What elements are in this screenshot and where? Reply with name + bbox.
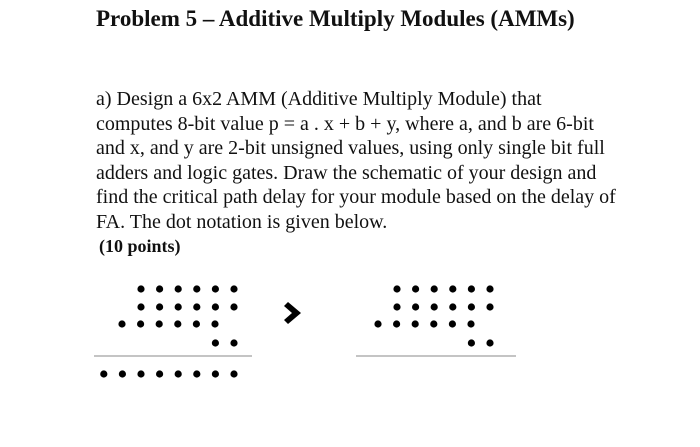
dot	[156, 320, 163, 327]
right-dot-notation	[374, 285, 493, 346]
dot	[230, 303, 237, 310]
dot-row-row-2	[393, 303, 493, 310]
dot	[449, 285, 456, 292]
dot	[393, 320, 400, 327]
dot	[212, 370, 219, 377]
dot-row-result	[100, 370, 237, 377]
dot	[175, 303, 182, 310]
dot	[412, 285, 419, 292]
dot	[118, 320, 125, 327]
dot-row-row-4	[212, 339, 238, 346]
dot	[374, 320, 381, 327]
dot	[486, 339, 493, 346]
dot-row-row-1	[393, 285, 493, 292]
dot	[468, 339, 475, 346]
dot	[486, 303, 493, 310]
dot	[431, 303, 438, 310]
dot	[468, 303, 475, 310]
dot	[212, 303, 219, 310]
problem-title: Problem 5 – Additive Multiply Modules (AMMs)	[96, 6, 575, 31]
dot	[156, 303, 163, 310]
points-label: (10 points)	[99, 236, 181, 256]
dot	[449, 303, 456, 310]
dot	[137, 285, 144, 292]
dot	[156, 285, 163, 292]
dot	[137, 303, 144, 310]
dot	[193, 370, 200, 377]
dot	[449, 320, 456, 327]
dot-row-row-3	[374, 320, 474, 327]
dot	[230, 285, 237, 292]
problem-description: a) Design a 6x2 AMM (Additive Multiply Module) that computes 8-bit value p = a . x + b + y, where a, and b are 6-bit and x, and y are 2-bit unsigned values, using only single bit full adders and logic gates. Draw the schematic of your design and find the critical path delay for your module based on the delay of FA. The dot notation is given below.	[96, 88, 616, 233]
dot	[137, 370, 144, 377]
dot	[119, 370, 126, 377]
dot	[100, 370, 107, 377]
dot	[393, 285, 400, 292]
dot	[412, 303, 419, 310]
dot	[393, 303, 400, 310]
dot	[430, 320, 437, 327]
dot-row-row-3	[118, 320, 218, 327]
dot	[211, 320, 218, 327]
dot	[230, 370, 237, 377]
dot	[137, 320, 144, 327]
dot	[175, 285, 182, 292]
left-dot-notation	[100, 285, 237, 377]
dot	[193, 303, 200, 310]
dot-row-row-2	[137, 303, 237, 310]
dot	[212, 339, 219, 346]
dot	[193, 285, 200, 292]
dot	[230, 339, 237, 346]
dot	[431, 285, 438, 292]
dot	[486, 285, 493, 292]
dot-row-row-1	[137, 285, 237, 292]
dot	[193, 320, 200, 327]
chevron-right-arrow-icon	[284, 302, 301, 324]
dot	[212, 285, 219, 292]
dot	[412, 320, 419, 327]
dot-row-row-4	[468, 339, 494, 346]
dot	[175, 370, 182, 377]
dot	[156, 370, 163, 377]
dot	[467, 320, 474, 327]
dot	[468, 285, 475, 292]
dot	[174, 320, 181, 327]
